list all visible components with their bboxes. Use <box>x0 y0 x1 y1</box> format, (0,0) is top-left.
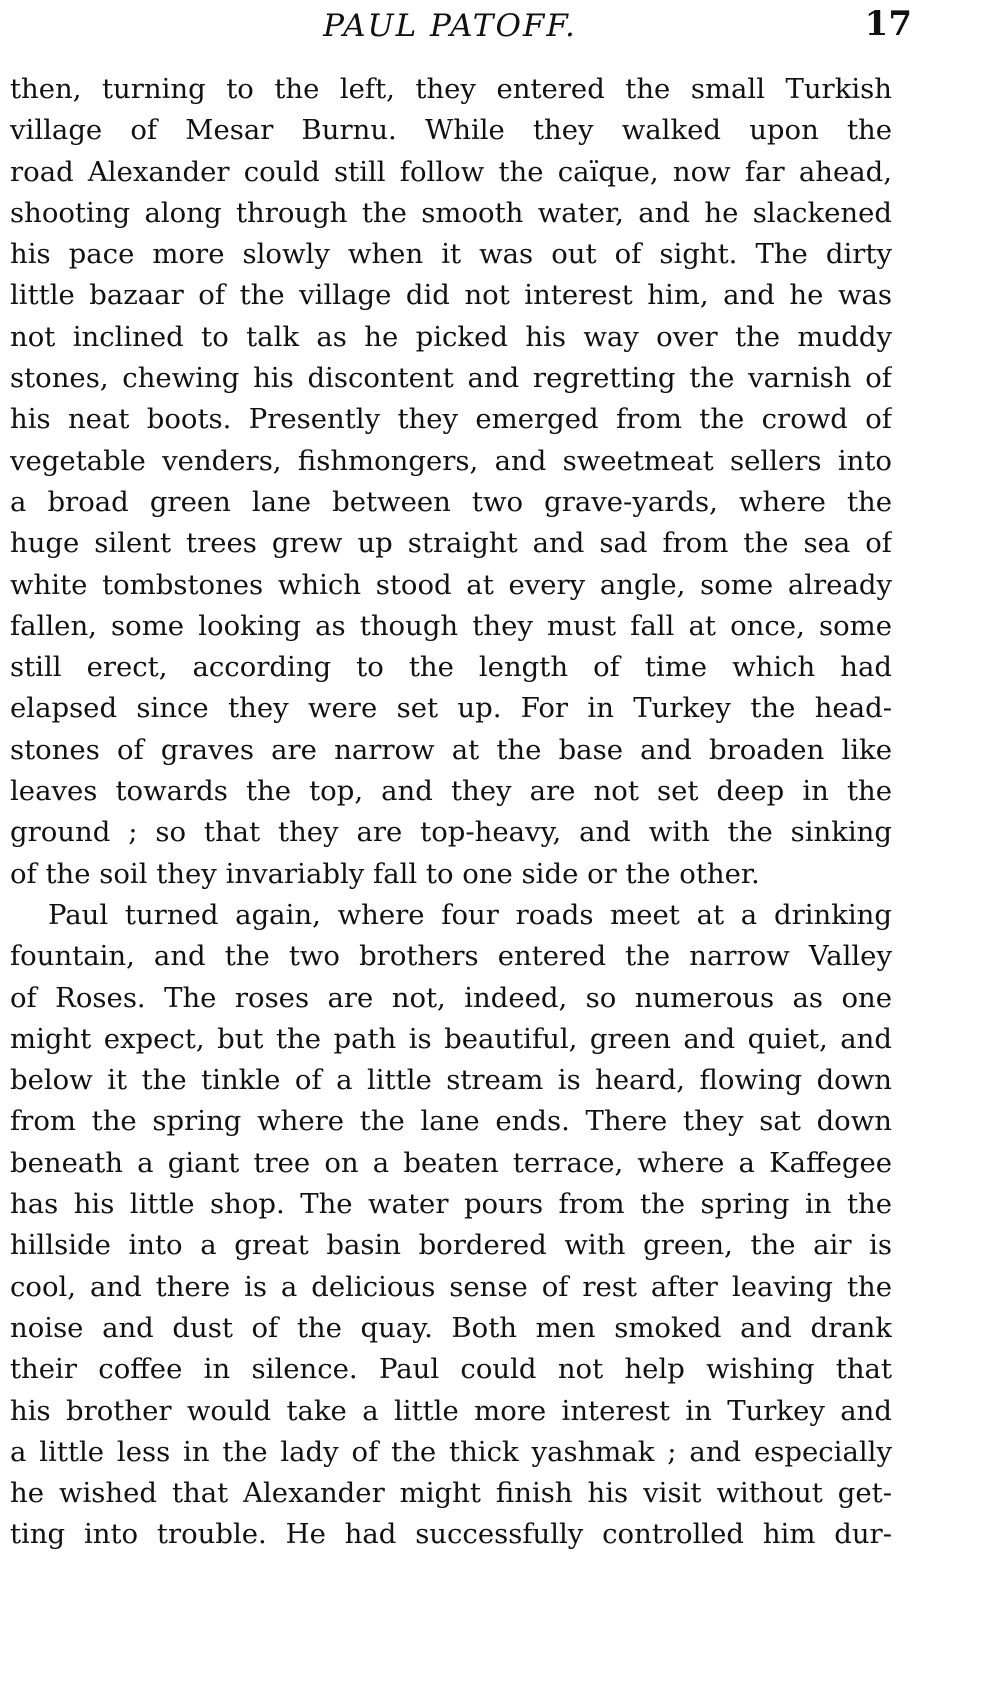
text-line: not inclined to talk as he picked his way over the muddy <box>10 320 892 353</box>
text-line: ting into trouble. He had successfully controlled him dur- <box>10 1518 892 1551</box>
text-line: elapsed since they were set up. For in Turkey the head- <box>10 692 892 725</box>
running-title: PAUL PATOFF. <box>323 8 577 44</box>
text-line: still erect, according to the length of time which had <box>10 651 892 684</box>
text-line: of the soil they invariably fall to one side or the other. <box>10 857 760 890</box>
text-line: of Roses. The roses are not, indeed, so numerous as one <box>10 981 892 1014</box>
text-line: fallen, some looking as though they must fall at once, some <box>10 609 892 642</box>
running-head <box>10 4 912 54</box>
text-line: his pace more slowly when it was out of sight. The dirty <box>10 238 892 271</box>
text-line: their coffee in silence. Paul could not help wishing that <box>10 1353 892 1386</box>
text-line: he wished that Alexander might finish his visit without get- <box>10 1477 892 1510</box>
text-line: beneath a giant tree on a beaten terrace, where a Kaffegee <box>10 1146 892 1179</box>
text-line: a broad green lane between two grave-yards, where the <box>10 485 892 518</box>
text-line: ground ; so that they are top-heavy, and with the sinking <box>10 816 892 849</box>
text-line: huge silent trees grew up straight and sad from the sea of <box>10 527 892 560</box>
text-line: shooting along through the smooth water, and he slackened <box>10 196 892 229</box>
text-line: his neat boots. Presently they emerged from the crowd of <box>10 403 892 436</box>
text-line: might expect, but the path is beautiful, green and quiet, and <box>10 1022 892 1055</box>
text-line: Paul turned again, where four roads meet at a drinking <box>48 898 892 931</box>
text-line: vegetable venders, fishmongers, and sweetmeat sellers into <box>10 444 892 477</box>
text-line: stones of graves are narrow at the base and broaden like <box>10 733 892 766</box>
text-line: below it the tinkle of a little stream is heard, flowing down <box>10 1064 892 1097</box>
text-line: road Alexander could still follow the caïque, now far ahead, <box>10 155 892 188</box>
text-line: little bazaar of the village did not interest him, and he was <box>10 279 892 312</box>
text-line: village of Mesar Burnu. While they walked upon the <box>10 114 892 147</box>
text-line: noise and dust of the quay. Both men smoked and drank <box>10 1311 892 1344</box>
text-line: has his little shop. The water pours from the spring in the <box>10 1188 892 1221</box>
page-number: 17 <box>864 4 912 44</box>
text-line: his brother would take a little more interest in Turkey and <box>10 1394 892 1427</box>
text-line: stones, chewing his discontent and regretting the varnish of <box>10 362 892 395</box>
text-line: from the spring where the lane ends. There they sat down <box>10 1105 892 1138</box>
text-line: a little less in the lady of the thick yashmak ; and especially <box>10 1435 892 1468</box>
text-line: then, turning to the left, they entered the small Turkish <box>10 73 892 105</box>
text-line: fountain, and the two brothers entered the narrow Valley <box>10 940 892 973</box>
text-line: white tombstones which stood at every angle, some already <box>10 568 892 601</box>
text-line: hillside into a great basin bordered with green, the air is <box>10 1229 892 1262</box>
text-line: cool, and there is a delicious sense of rest after leaving the <box>10 1270 892 1303</box>
text-line: leaves towards the top, and they are not set deep in the <box>10 775 892 808</box>
body-text <box>10 69 892 1556</box>
